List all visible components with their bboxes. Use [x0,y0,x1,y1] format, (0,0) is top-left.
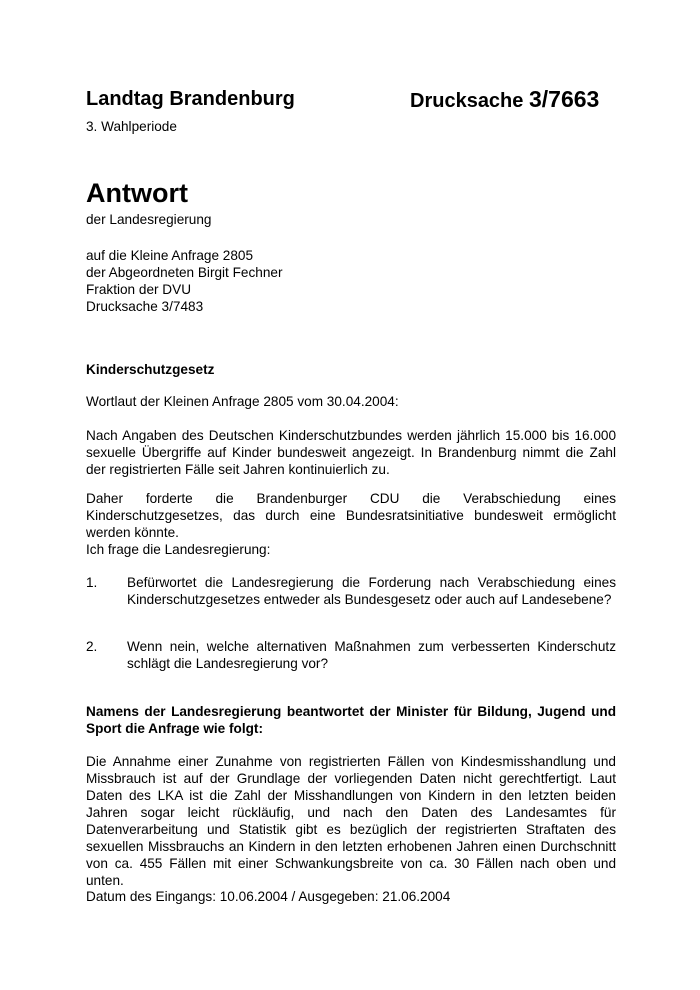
reference-block [86,247,282,315]
drucksache-header [410,86,599,113]
question-ask: Ich frage die Landesregierung: [86,542,271,557]
question-item-text: Wenn nein, welche alternativen Maßnahmen zum verbesserten Kinderschutz schlägt die Landesregierung vor? [127,639,616,671]
reference-line: auf die Kleine Anfrage 2805 [86,248,254,263]
subject-heading: Kinderschutzgesetz [86,362,215,377]
answer-body: Die Annahme einer Zunahme von registrierten Fällen von Kindesmisshandlung und Missbrauch ist auf der Grundlage der vorliegenden Daten nicht gerechtfertigt. Laut Daten des LKA ist die Zahl der Misshandlungen von Kindern in den letzten beiden Jahren sogar leicht rückläufig, und nach den Daten des Landesamtes für Datenverarbeitung und Statistik gibt es bezüglich der registrierten Straftaten des sexuellen Missbrauchs an Kindern in den letzten erhobenen Jahren einen Durchschnitt von ca. 455 Fällen mit einer Schwankungsbreite von ca. 30 Fällen nach oben und unten. [86,754,616,888]
question-intro: Wortlaut der Kleinen Anfrage 2805 vom 30.04.2004: [86,394,399,409]
election-period: 3. Wahlperiode [86,119,177,134]
reference-line: Fraktion der DVU [86,282,192,297]
reference-line: der Abgeordneten Birgit Fechner [86,265,283,280]
question-item-number: 2. [86,639,98,654]
question-item-number: 1. [86,575,98,590]
document-type-title: Antwort [86,178,188,208]
reference-line: Drucksache 3/7483 [86,299,204,314]
question-paragraph-2: Daher forderte die Brandenburger CDU die Verabschiedung eines Kinderschutzgesetzes, das durch eine Bundesratsinitiative bundesweit ermöglicht werden könnte. [86,491,616,540]
drucksache-number: 3/7663 [528,86,600,112]
document-subtitle: der Landesregierung [86,212,212,227]
answer-heading: Namens der Landesregierung beantwortet der Minister für Bildung, Jugend und Sport die Anfrage wie folgt: [86,704,616,736]
footer-dates: Datum des Eingangs: 10.06.2004 / Ausgegeben: 21.06.2004 [86,889,451,904]
question-paragraph-1: Nach Angaben des Deutschen Kinderschutzbundes werden jährlich 15.000 bis 16.000 sexuelle Übergriffe auf Kinder bundesweit angezeigt. In Brandenburg nimmt die Zahl der registrierten Fälle seit Jahren kontinuierlich zu. [86,428,616,477]
drucksache-label: Drucksache [410,90,524,112]
question-item-text: Befürwortet die Landesregierung die Forderung nach Verabschiedung eines Kinderschutzgesetzes entweder als Bundesgesetz oder auch auf Landesebene? [127,575,616,607]
parliament-name: Landtag Brandenburg [86,88,295,110]
